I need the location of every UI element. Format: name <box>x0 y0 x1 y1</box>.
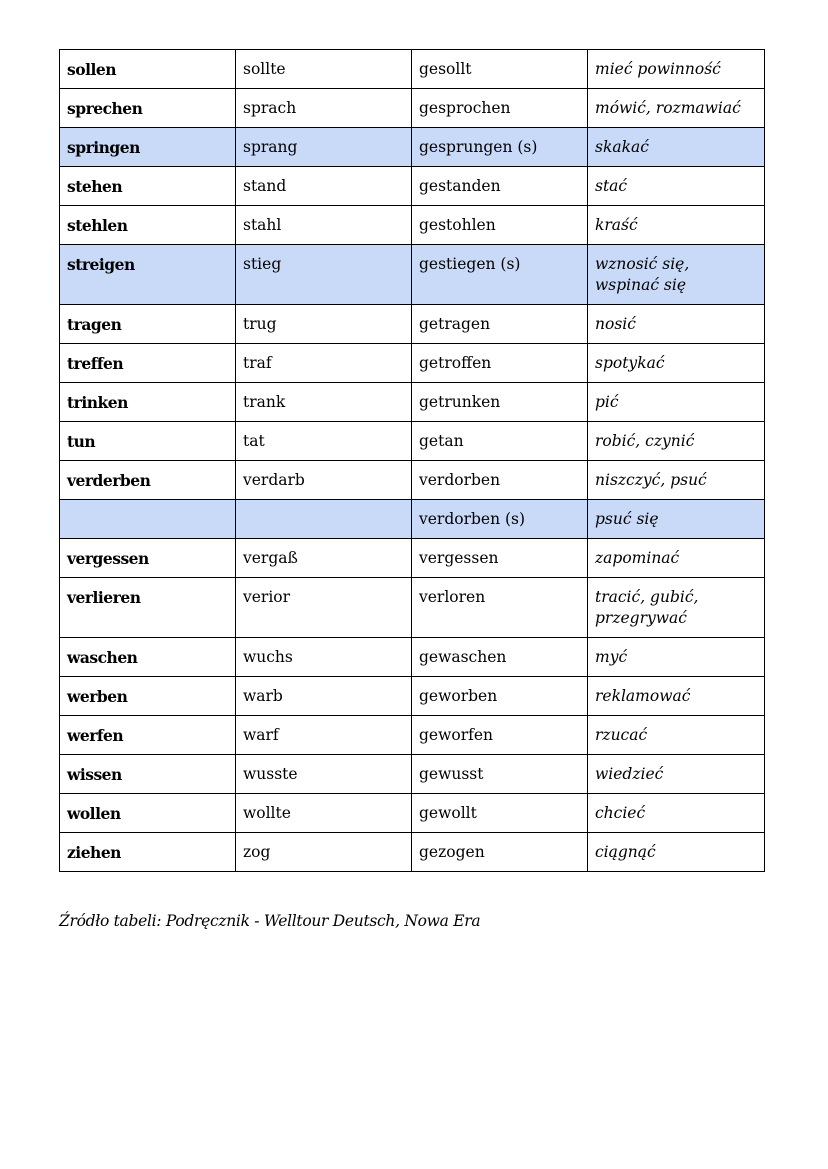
participle-cell: verloren <box>412 578 588 638</box>
participle-cell: gestiegen (s) <box>412 245 588 305</box>
infinitive-cell: wollen <box>60 794 236 833</box>
table-row <box>60 344 765 383</box>
participle-cell: geworben <box>412 677 588 716</box>
past-tense-cell: verdarb <box>236 461 412 500</box>
past-tense-cell: stieg <box>236 245 412 305</box>
participle-cell: getan <box>412 422 588 461</box>
past-tense-cell: tat <box>236 422 412 461</box>
past-tense-cell: wuchs <box>236 638 412 677</box>
table-row <box>60 578 765 638</box>
infinitive-cell: verderben <box>60 461 236 500</box>
past-tense-cell: stahl <box>236 206 412 245</box>
infinitive-cell: tun <box>60 422 236 461</box>
infinitive-cell: stehen <box>60 167 236 206</box>
participle-cell: gewusst <box>412 755 588 794</box>
table-row <box>60 383 765 422</box>
past-tense-cell: traf <box>236 344 412 383</box>
translation-cell: reklamować <box>588 677 765 716</box>
table-row <box>60 206 765 245</box>
table-row <box>60 755 765 794</box>
participle-cell: vergessen <box>412 539 588 578</box>
translation-cell: zapominać <box>588 539 765 578</box>
translation-cell: rzucać <box>588 716 765 755</box>
past-tense-cell <box>236 500 412 539</box>
table-row <box>60 638 765 677</box>
translation-cell: wiedzieć <box>588 755 765 794</box>
past-tense-cell: zog <box>236 833 412 872</box>
table-row <box>60 539 765 578</box>
infinitive-cell: werfen <box>60 716 236 755</box>
past-tense-cell: trug <box>236 305 412 344</box>
past-tense-cell: vergaß <box>236 539 412 578</box>
infinitive-cell: werben <box>60 677 236 716</box>
infinitive-cell: ziehen <box>60 833 236 872</box>
infinitive-cell: vergessen <box>60 539 236 578</box>
table-row <box>60 677 765 716</box>
participle-cell: gestanden <box>412 167 588 206</box>
past-tense-cell: wusste <box>236 755 412 794</box>
infinitive-cell: sollen <box>60 50 236 89</box>
translation-cell: nosić <box>588 305 765 344</box>
participle-cell: getragen <box>412 305 588 344</box>
participle-cell: verdorben (s) <box>412 500 588 539</box>
translation-cell: kraść <box>588 206 765 245</box>
translation-cell: mieć powinność <box>588 50 765 89</box>
table-row <box>60 128 765 167</box>
past-tense-cell: sprang <box>236 128 412 167</box>
infinitive-cell: trinken <box>60 383 236 422</box>
participle-cell: gezogen <box>412 833 588 872</box>
translation-cell: chcieć <box>588 794 765 833</box>
past-tense-cell: warf <box>236 716 412 755</box>
infinitive-cell: springen <box>60 128 236 167</box>
participle-cell: geworfen <box>412 716 588 755</box>
past-tense-cell: stand <box>236 167 412 206</box>
past-tense-cell: sprach <box>236 89 412 128</box>
infinitive-cell: verlieren <box>60 578 236 638</box>
participle-cell: getroffen <box>412 344 588 383</box>
infinitive-cell: waschen <box>60 638 236 677</box>
translation-cell: spotykać <box>588 344 765 383</box>
participle-cell: gesprochen <box>412 89 588 128</box>
infinitive-cell: wissen <box>60 755 236 794</box>
table-row <box>60 245 765 305</box>
irregular-verbs-table <box>59 49 765 872</box>
source-caption: Źródło tabeli: Podręcznik - Welltour Deutsch, Nowa Era <box>59 912 481 930</box>
table-row <box>60 833 765 872</box>
translation-cell: niszczyć, psuć <box>588 461 765 500</box>
past-tense-cell: verior <box>236 578 412 638</box>
translation-cell: skakać <box>588 128 765 167</box>
table-row <box>60 716 765 755</box>
infinitive-cell: sprechen <box>60 89 236 128</box>
participle-cell: gesprungen (s) <box>412 128 588 167</box>
translation-cell: ciągnąć <box>588 833 765 872</box>
past-tense-cell: wollte <box>236 794 412 833</box>
translation-cell: psuć się <box>588 500 765 539</box>
translation-cell: myć <box>588 638 765 677</box>
infinitive-cell: treffen <box>60 344 236 383</box>
translation-cell: robić, czynić <box>588 422 765 461</box>
table-row <box>60 500 765 539</box>
participle-cell: gesollt <box>412 50 588 89</box>
participle-cell: getrunken <box>412 383 588 422</box>
infinitive-cell <box>60 500 236 539</box>
table-row <box>60 422 765 461</box>
table-row <box>60 167 765 206</box>
translation-cell: tracić, gubić, przegrywać <box>588 578 765 638</box>
table-row <box>60 461 765 500</box>
table-row <box>60 794 765 833</box>
participle-cell: gewollt <box>412 794 588 833</box>
past-tense-cell: sollte <box>236 50 412 89</box>
translation-cell: pić <box>588 383 765 422</box>
verbs-table-body <box>60 50 765 872</box>
infinitive-cell: streigen <box>60 245 236 305</box>
translation-cell: stać <box>588 167 765 206</box>
past-tense-cell: warb <box>236 677 412 716</box>
table-row <box>60 89 765 128</box>
participle-cell: gestohlen <box>412 206 588 245</box>
table-row <box>60 50 765 89</box>
past-tense-cell: trank <box>236 383 412 422</box>
table-row <box>60 305 765 344</box>
translation-cell: wznosić się, wspinać się <box>588 245 765 305</box>
infinitive-cell: tragen <box>60 305 236 344</box>
infinitive-cell: stehlen <box>60 206 236 245</box>
translation-cell: mówić, rozmawiać <box>588 89 765 128</box>
participle-cell: gewaschen <box>412 638 588 677</box>
participle-cell: verdorben <box>412 461 588 500</box>
